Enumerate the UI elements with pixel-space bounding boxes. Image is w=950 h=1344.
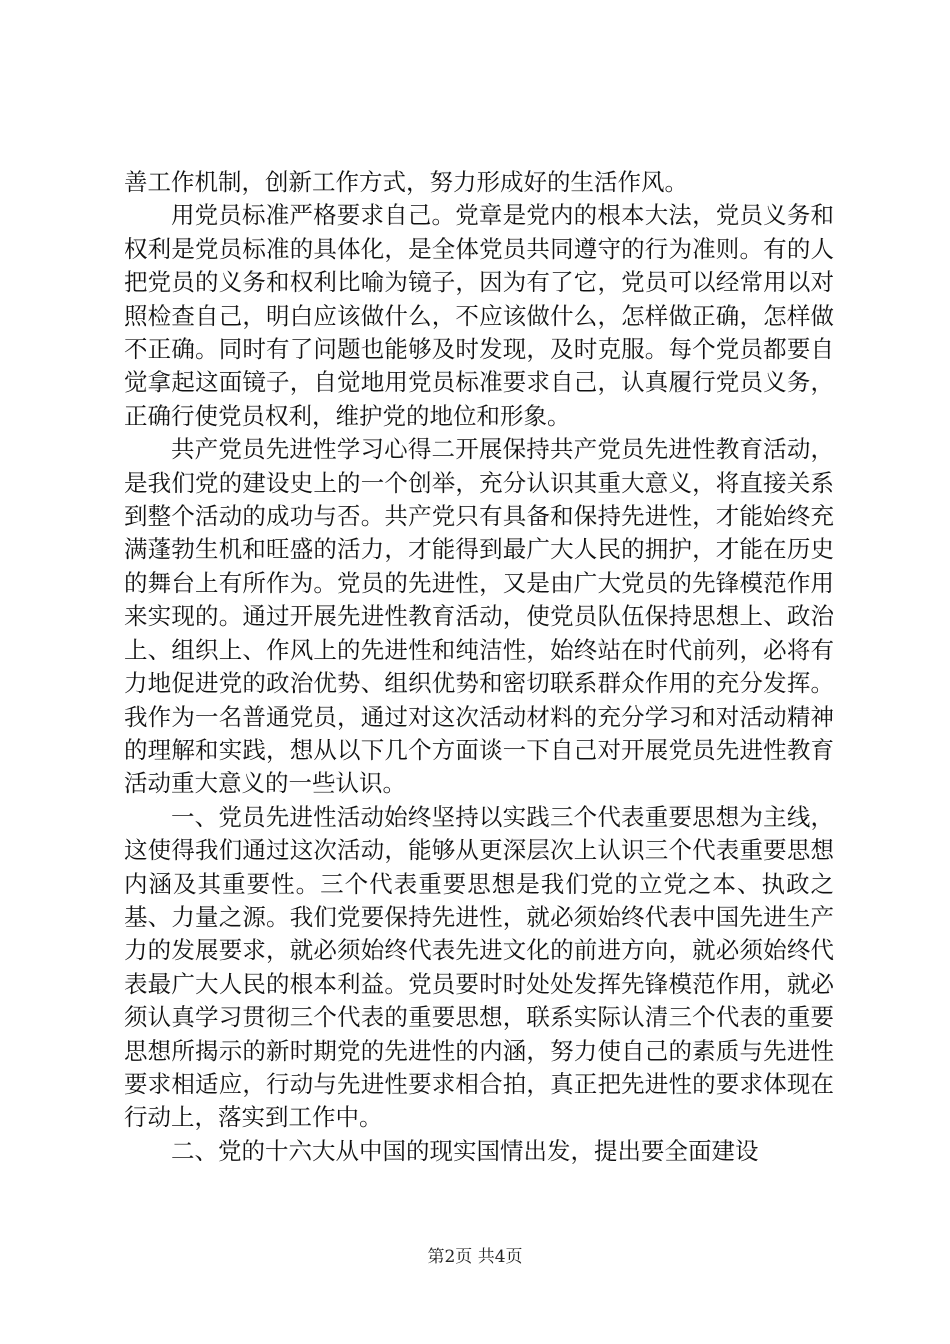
paragraph-study-notes-two: 共产党员先进性学习心得二开展保持共产党员先进性教育活动，是我们党的建设史上的一个创举，充分认识其重大意义，将直接关系到整个活动的成功与否。共产党只有具备和保持先进性，才能始终充满蓬勃生机和旺盛的活力，才能得到最广大人民的拥护，才能在历史的舞台上有所作为。党员的先进性，又是由广大党员的先锋模范作用来实现的。通过开展先进性教育活动，使党员队伍保持思想上、政治上、组织上、作风上的先进性和纯洁性，始终站在时代前列，必将有力地促进党的政治优势、组织优势和密切联系群众作用的充分发挥。我作为一名普通党员，通过对这次活动材料的充分学习和对活动精神的理解和实践，想从以下几个方面谈一下自己对开展党员先进性教育活动重大意义的一些认识。 bbox=[124, 435, 834, 798]
paragraph-point-two: 二、党的十六大从中国的现实国情出发，提出要全面建设 bbox=[171, 1136, 759, 1165]
paragraph-point-one: 一、党员先进性活动始终坚持以实践三个代表重要思想为主线，这使得我们通过这次活动，能够从更深层次上认识三个代表重要思想内涵及其重要性。三个代表重要思想是我们党的立党之本、执政之基、力量之源。我们党要保持先进性，就必须始终代表中国先进生产力的发展要求，就必须始终代表先进文化的前进方向，就必须始终代表最广大人民的根本利益。党员要时时处处发挥先锋模范作用，就必须认真学习贯彻三个代表的重要思想，联系实际认清三个代表的重要思想所揭示的新时期党的先进性的内涵，努力使自己的素质与先进性要求相适应，行动与先进性要求相合拍，真正把先进性的要求体现在行动上，落实到工作中。 bbox=[124, 802, 834, 1132]
paragraph-continued: 善工作机制，创新工作方式，努力形成好的生活作风。 bbox=[124, 168, 688, 196]
page-number-footer: 第2页 共4页 bbox=[427, 1247, 523, 1267]
paragraph-party-standard: 用党员标准严格要求自己。党章是党内的根本大法，党员义务和权利是党员标准的具体化，是全体党员共同遵守的行为准则。有的人把党员的义务和权利比喻为镜子，因为有了它，党员可以经常用以对照检查自己，明白应该做什么，不应该做什么，怎样做正确，怎样做不正确。同时有了问题也能够及时发现，及时克服。每个党员都要自觉拿起这面镜子，自觉地用党员标准要求自己，认真履行党员义务，正确行使党员权利，维护党的地位和形象。 bbox=[124, 201, 834, 430]
document-body bbox=[124, 166, 834, 1168]
